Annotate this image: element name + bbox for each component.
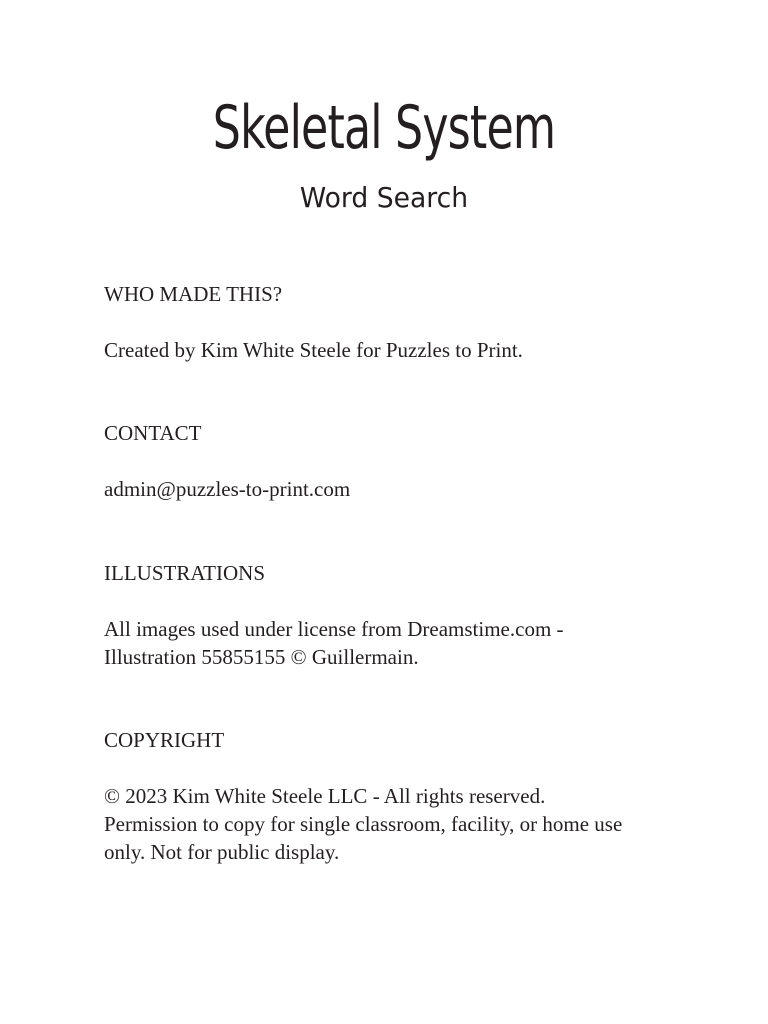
contact-email: admin@puzzles-to-print.com bbox=[104, 477, 351, 501]
page-subtitle: Word Search bbox=[299, 181, 469, 214]
section-text-creator: Created by Kim White Steele for Puzzles to Print. bbox=[104, 338, 523, 362]
section-heading-illustrations: ILLUSTRATIONS bbox=[104, 561, 265, 585]
section-text-illustration-credit: All images used under license from Dreamstime.com - Illustration 55855155 © Guillermain. bbox=[104, 617, 564, 669]
section-heading-contact: CONTACT bbox=[104, 421, 202, 445]
section-heading-who-made-this: WHO MADE THIS? bbox=[104, 282, 283, 306]
page-title: Skeletal System bbox=[212, 93, 556, 163]
section-heading-copyright: COPYRIGHT bbox=[104, 728, 225, 752]
section-text-copyright-notice: © 2023 Kim White Steele LLC - All rights reserved. Permission to copy for single classroom, facility, or home use only. Not for public display. bbox=[104, 784, 623, 864]
